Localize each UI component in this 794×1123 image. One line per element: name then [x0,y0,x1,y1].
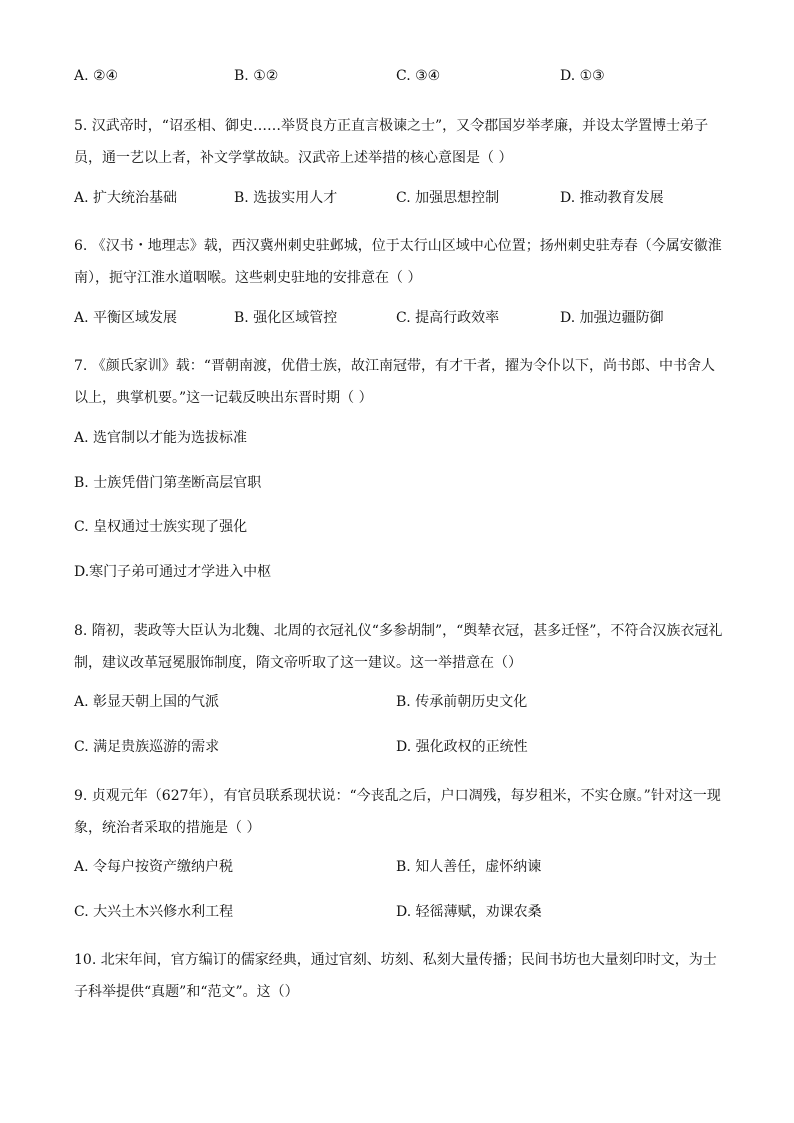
q9-stem [74,780,724,844]
q5-option-d: D. 推动教育发展 [560,190,664,206]
q8-option-b: B. 传承前朝历史文化 [396,694,528,710]
q6-option-d: D. 加强边疆防御 [560,310,664,326]
q7-option-a: A. 选官制以才能为选拔标准 [74,430,248,446]
q7-option-b: B. 士族凭借门第垄断高层官职 [74,475,262,491]
q8-option-d: D. 强化政权的正统性 [396,739,528,755]
q6-option-c: C. 提高行政效率 [396,310,500,326]
q9-text: 9. 贞观元年（627年），有官员联系现状说：“今丧乱之后，户口凋残，每岁租米，不实仓廪。”针对这一现象，统治者采取的措施是（ ） [74,788,721,836]
q8-option-a: A. 彰显天朝上国的气派 [74,694,220,710]
q6-text: 6. 《汉书・地理志》载，西汉冀州刺史驻邺城，位于太行山区域中心位置；扬州刺史驻寿春（今属安徽淮南），扼守江淮水道咽喉。这些刺史驻地的安排意在（ ） [74,238,722,286]
q6-stem [74,230,724,294]
q4-option-d: D. ①③ [560,68,605,84]
q6-option-b: B. 强化区域管控 [234,310,338,326]
q5-stem [74,110,724,174]
q9-option-c: C. 大兴土木兴修水利工程 [74,904,234,920]
q4-option-c: C. ③④ [396,68,441,84]
q7-stem [74,350,724,414]
q8-stem [74,615,724,679]
q8-option-c: C. 满足贵族巡游的需求 [74,739,220,755]
q9-option-b: B. 知人善任，虚怀纳谏 [396,859,542,875]
q10-stem [74,944,724,1008]
q7-text: 7. 《颜氏家训》载：“晋朝南渡，优借士族，故江南冠带，有才干者，擢为令仆以下，尚书郎、中书舍人以上，典掌机要。”这一记载反映出东晋时期（ ） [74,358,715,406]
q5-option-b: B. 选拔实用人才 [234,190,338,206]
q6-option-a: A. 平衡区域发展 [74,310,178,326]
q7-option-c: C. 皇权通过士族实现了强化 [74,519,248,535]
q9-option-d: D. 轻徭薄赋，劝课农桑 [396,904,542,920]
q10-text: 10. 北宋年间，官方编订的儒家经典，通过官刻、坊刻、私刻大量传播；民间书坊也大量刻印时文，为士子科举提供“真题”和“范文”。这（） [74,952,717,1000]
q5-option-c: C. 加强思想控制 [396,190,500,206]
q4-option-b: B. ①② [234,68,279,84]
q4-option-a: A. ②④ [74,68,119,84]
q5-text: 5. 汉武帝时，“诏丞相、御史……举贤良方正直言极谏之士”，又令郡国岁举孝廉，并设太学置博士弟子员，通一艺以上者，补文学掌故缺。汉武帝上述举措的核心意图是（ ） [74,118,709,166]
q8-text: 8. 隋初，裴政等大臣认为北魏、北周的衣冠礼仪“多参胡制”，“舆辇衣冠，甚多迁怪”，不符合汉族衣冠礼制，建议改革冠冕服饰制度，隋文帝听取了这一建议。这一举措意在（） [74,623,723,671]
q9-option-a: A. 令每户按资产缴纳户税 [74,859,234,875]
q7-option-d: D.寒门子弟可通过才学进入中枢 [74,564,272,580]
q5-option-a: A. 扩大统治基础 [74,190,178,206]
